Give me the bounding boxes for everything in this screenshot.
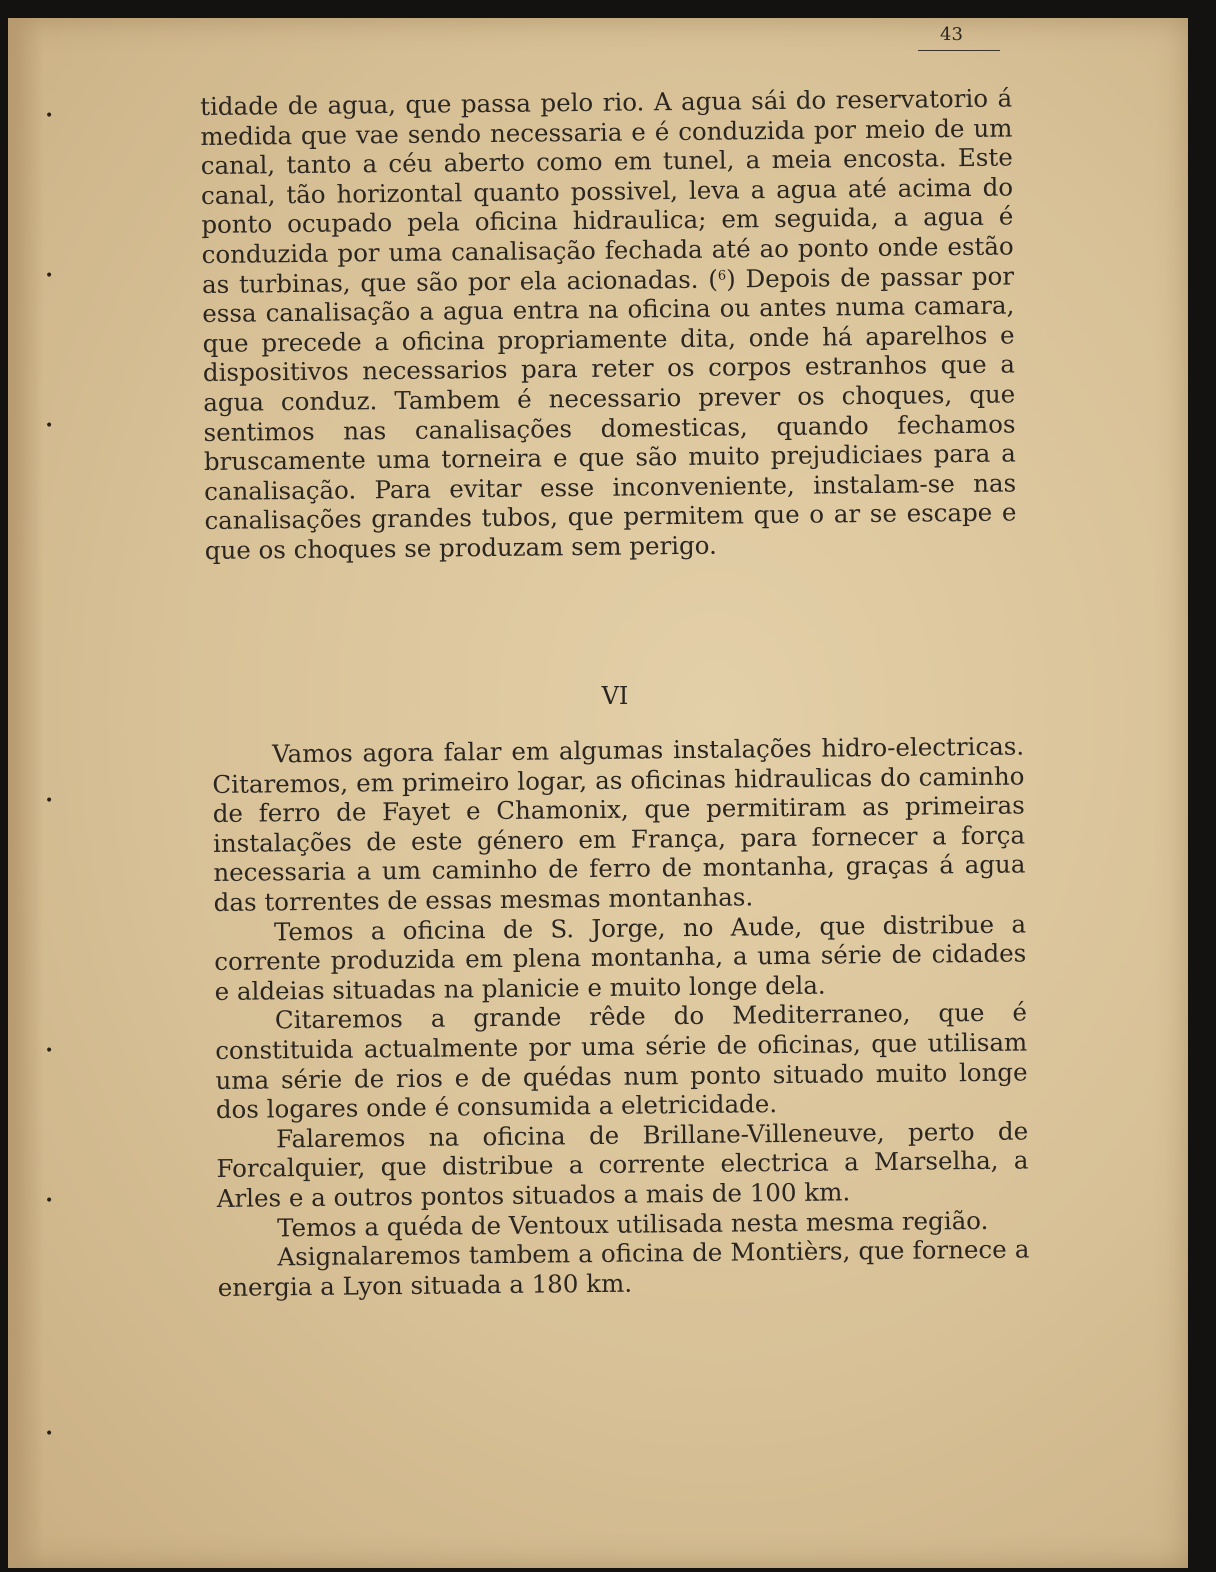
body-text-upper	[200, 83, 1017, 565]
paragraph: Citaremos a grande rêde do Mediterraneo, que é constituida actualmente por uma série de oficinas, que utilisam uma série de rios e de quédas num ponto situado muito longe dos logares onde é consumida a eletricidade.	[215, 997, 1028, 1125]
paragraph: Vamos agora falar em algumas instalações hidro-electricas. Citaremos, em primeiro logar, as oficinas hidraulicas do caminho de ferro de Fayet e Chamonix, que permitiram as primeiras instalações de este género em França, para fornecer a força necessaria a um caminho de ferro de montanha, graças á agua das torrentes de essas mesmas montanhas.	[212, 731, 1026, 917]
page-number: 43	[940, 24, 963, 45]
paragraph-text: tidade de agua, que passa pelo rio. A agua sái do reservatorio á medida que vae sendo necessaria e é conduzida por meio de um canal, tanto a céu aberto como em tunel, a meia encosta. Este canal, tão horizontal quanto possivel, leva a agua até acima do ponto ocupado pela oficina hidraulica; em seguida, a agua é conduzida por uma canalisação fechada até ao ponto onde estão as turbinas, que são por ela acionadas. (	[200, 83, 1014, 299]
binding-stitch-mark: •	[45, 793, 54, 809]
section-heading: VI	[601, 682, 629, 710]
paragraph	[200, 83, 1017, 565]
binding-stitch-mark: •	[45, 268, 54, 284]
paragraph: Temos a quéda de Ventoux utilisada nesta mesma região.	[276, 1205, 989, 1242]
binding-stitch-mark: •	[45, 1426, 54, 1442]
binding-stitch-mark: •	[45, 1043, 54, 1059]
paragraph: Temos a oficina de S. Jorge, no Aude, que distribue a corrente produzida em plena montanha, a uma série de cidades e aldeias situadas na planicie e muito longe dela.	[214, 909, 1027, 1006]
paragraph: Falaremos na oficina de Brillane-Villeneuve, perto de Forcalquier, que distribue a corrente electrica a Marselha, a Arles e a outros pontos situados a mais de 100 km.	[216, 1116, 1029, 1213]
body-text-lower	[212, 731, 1030, 1302]
binding-stitch-mark: •	[45, 1193, 54, 1209]
paragraph-text: ) Depois de passar por essa canalisação a agua entra na oficina ou antes numa camara, que precede a oficina propriamente dita, onde há aparelhos e dispositivos necessarios para reter os corpos estranhos que a agua conduz. Tambem é necessario prever os choques, que sentimos nas canalisações domesticas, quando fechamos bruscamente uma torneira e que são muito prejudiciaes para a canalisação. Para evitar esse inconveniente, instalam-se nas canalisações grandes tubos, que permitem que o ar se escape e que os choques se produzam sem perigo.	[202, 261, 1017, 565]
footnote-reference: 6	[717, 268, 727, 284]
paragraph: Asignalaremos tambem a oficina de Montièrs, que fornece a energia a Lyon situada a 180 km.	[217, 1234, 1030, 1302]
binding-stitch-mark: •	[45, 418, 54, 434]
page-number-rule	[918, 50, 1000, 51]
binding-stitch-mark: •	[45, 108, 54, 124]
page-binding-edge	[8, 18, 44, 1568]
